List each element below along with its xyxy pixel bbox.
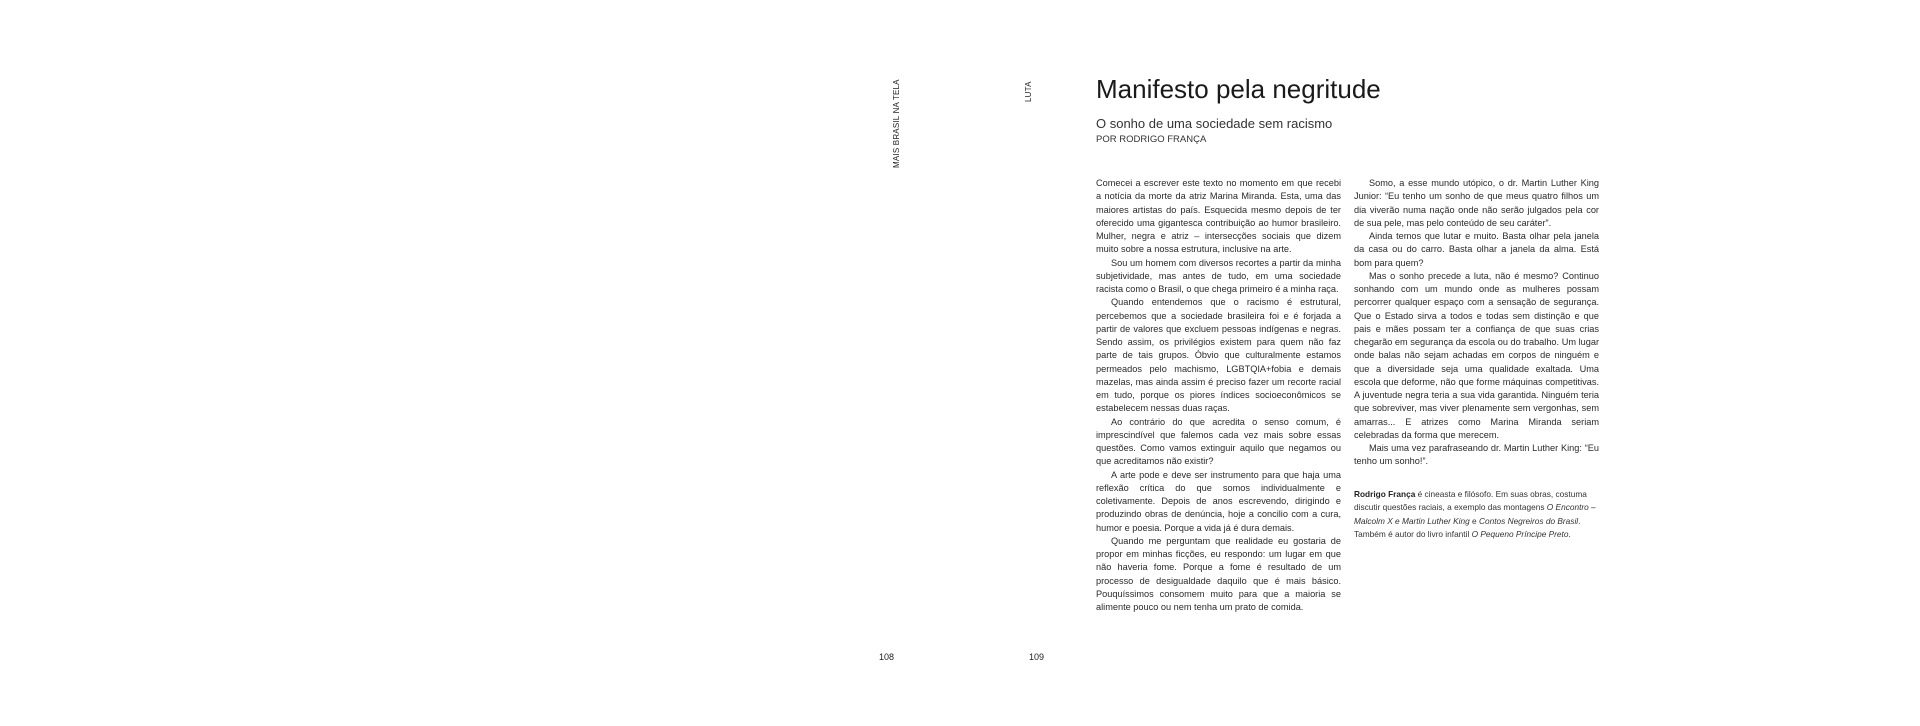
bio-text: é cineasta e filósofo. Em suas obras, costuma discutir questões raciais, a exemplo das montagens (1354, 489, 1587, 513)
paragraph: A arte pode e deve ser instrumento para que haja uma reflexão crítica do que somos individualmente e coletivamente. Depois de anos escrevendo, dirigindo e produzindo obras de denúncia, hoje a concilio com a cura, humor e poesia. Porque a vida já é dura demais. (1096, 469, 1341, 533)
paragraph: Sou um homem com diversos recortes a partir da minha subjetividade, mas antes de tudo, em uma sociedade racista como o Brasil, o que chega primeiro é a minha raça. (1096, 257, 1341, 294)
paragraph: Somo, a esse mundo utópico, o dr. Martin Luther King Junior: “Eu tenho um sonho de que meus quatro filhos um dia viverão numa nação onde não serão julgados pela cor de sua pele, mas pelo conteúdo de seu caráter”. (1354, 178, 1599, 228)
bio-text: e (1469, 515, 1479, 526)
bio-text: . (1568, 529, 1571, 540)
paragraph: Quando entendemos que o racismo é estrutural, percebemos que a sociedade brasileira foi e é forjada a partir de valores que excluem pessoas indígenas e negras. Sendo assim, os privilégios existem para quem não faz parte de tais grupos. Óbvio que culturalmente estamos permeados pelo machismo, LGBTQIA+fobia e demais mazelas, mas ainda assim é preciso fazer um recorte racial em tudo, porque os piores índices socioeconômicos se estabelecem nessas duas raças. (1096, 297, 1341, 414)
paragraph: Mais uma vez parafraseando dr. Martin Luther King: “Eu tenho um sonho!”. (1354, 443, 1599, 467)
article-column-2 (1354, 177, 1599, 469)
left-running-head: MAIS BRASIL NA TELA (892, 79, 901, 168)
paragraph: Quando me perguntam que realidade eu gostaria de propor em minhas ficções, eu respondo: um lugar em que não haveria fome. Porque a fome é resultado de um processo de desigualdade daquilo que é mais básico. Pouquíssimos consomem muito para que a maioria se alimente pouco ou nem tenha um prato de comida. (1096, 535, 1341, 612)
paragraph: Ainda temos que lutar e muito. Basta olhar pela janela da casa ou do carro. Basta olhar a janela da alma. Está bom para quem? (1354, 231, 1599, 268)
paragraph: Comecei a escrever este texto no momento em que recebi a notícia da morte da atriz Marina Miranda. Esta, uma das maiores artistas do país. Esquecida mesmo depois de ter oferecido uma gigantesca contribuição ao humor brasileiro. Mulher, negra e atriz – intersecções sociais que dizem muito sobre a nossa estrutura, inclusive na arte. (1096, 178, 1341, 255)
article-title: Manifesto pela negritude (1096, 74, 1381, 104)
author-bio (1354, 488, 1600, 542)
bio-work-title: O Pequeno Príncipe Preto (1471, 529, 1569, 540)
right-running-head: LUTA (1024, 81, 1033, 102)
article-byline: POR RODRIGO FRANÇA (1096, 134, 1207, 145)
article-subtitle: O sonho de uma sociedade sem racismo (1096, 116, 1333, 131)
article-column-1 (1096, 177, 1341, 614)
bio-work-title: O Encontro – Malcolm X e Martin Luther King (1354, 502, 1596, 526)
page-number-left: 108 (879, 652, 895, 662)
page-number-right: 109 (1029, 652, 1045, 662)
paragraph: Ao contrário do que acredita o senso comum, é imprescindível que falemos cada vez mais sobre essas questões. Como vamos extinguir aquilo que negamos ou que acreditamos não existir? (1096, 416, 1341, 467)
bio-text: . Também é autor do livro infantil (1354, 515, 1581, 540)
bio-work-title: Contos Negreiros do Brasil (1478, 515, 1579, 526)
paragraph: Mas o sonho precede a luta, não é mesmo? Continuo sonhando com um mundo onde as mulheres possam percorrer qualquer espaço com a sensação de segurança. Que o Estado sirva a todos e todas sem distinção e que pais e mães possam ter a confiança de que suas crias chegarão em segurança da escola ou do trabalho. Um lugar onde balas não sejam achadas em corpos de ninguém e que a diversidade seja uma qualidade exaltada. Uma escola que deforme, não que forme máquinas competitivas. A juventude negra teria a sua vida garantida. Ninguém teria que sobreviver, mas viver plenamente sem vergonhas, sem amarras... E atrizes como Marina Miranda seriam celebradas da forma que merecem. (1354, 270, 1599, 440)
author-name: Rodrigo França (1354, 489, 1416, 499)
